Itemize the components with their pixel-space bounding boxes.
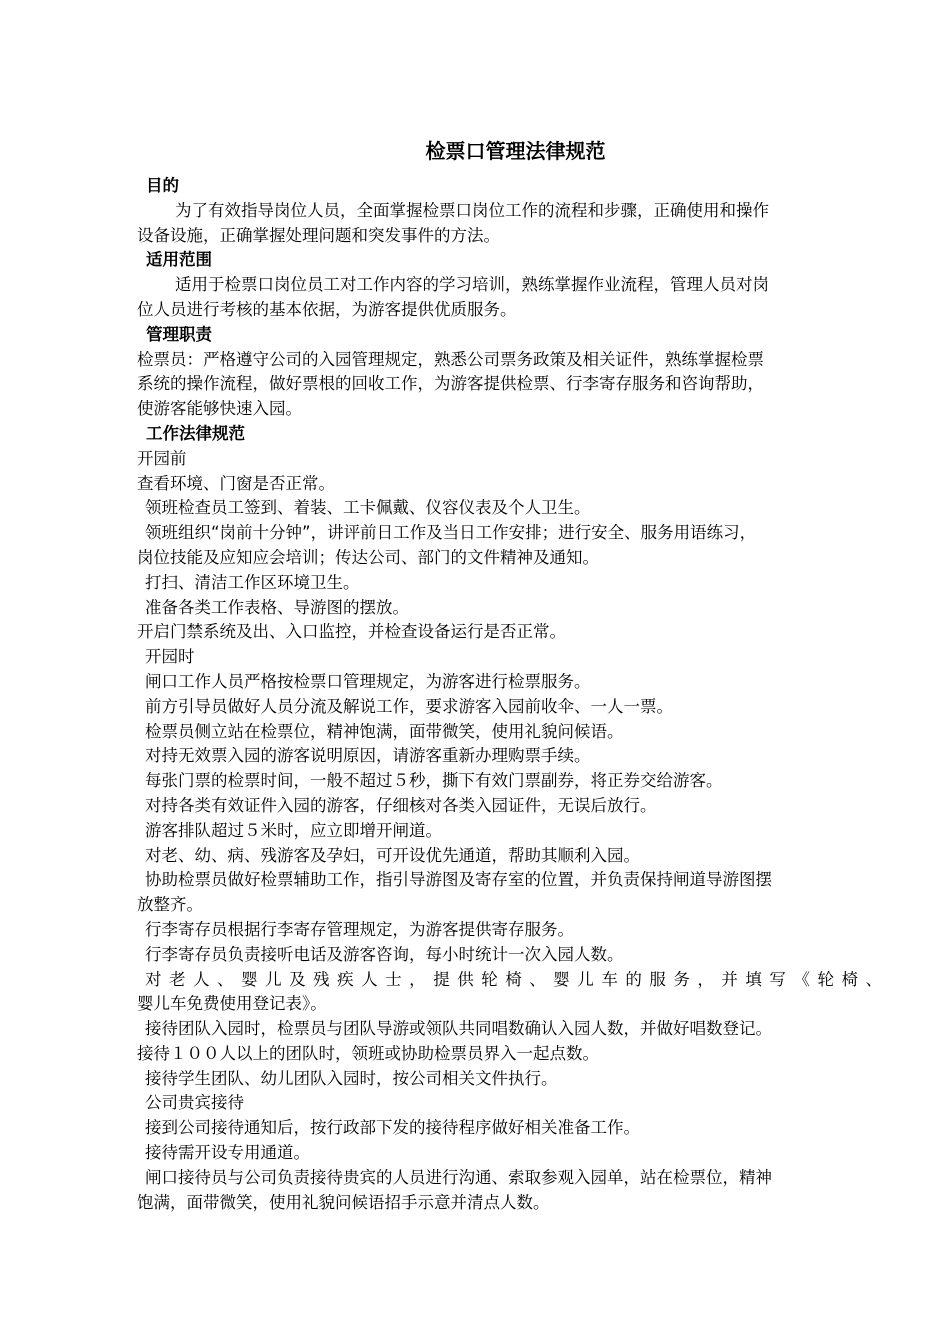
body-line: 闸口工作人员严格按检票口管理规定，为游客进行检票服务。 (145, 671, 591, 691)
body-line: 对老、幼、病、残游客及孕妇，可开设优先通道，帮助其顺利入园。 (145, 845, 640, 865)
body-line: 接待学生团队、幼儿团队入园时，按公司相关文件执行。 (145, 1068, 558, 1088)
section-heading: 管理职责 (146, 324, 212, 344)
body-line: 使游客能够快速入园。 (137, 399, 302, 419)
body-line: 查看环境、门窗是否正常。 (137, 473, 335, 493)
body-line: 设备设施，正确掌握处理问题和突发事件的方法。 (137, 225, 500, 245)
document-page (137, 132, 882, 1215)
body-line: 接到公司接待通知后，按行政部下发的接待程序做好相关准备工作。 (145, 1118, 640, 1138)
body-line: 检票员：严格遵守公司的入园管理规定，熟悉公司票务政策及相关证件，熟练掌握检票 (137, 349, 764, 369)
document-body (137, 174, 882, 1215)
section-heading: 适用范围 (146, 250, 212, 270)
body-line: 对持无效票入园的游客说明原因，请游客重新办理购票手续。 (145, 746, 591, 766)
body-line: 领班检查员工签到、着装、工卡佩戴、仪容仪表及个人卫生。 (145, 498, 591, 518)
body-line: 检票员侧立站在检票位，精神饱满，面带微笑，使用礼貌问候语。 (145, 721, 624, 741)
body-line: 开园前 (137, 448, 187, 468)
body-line: 开启门禁系统及出、入口监控，并检查设备运行是否正常。 (137, 622, 566, 642)
body-line: 游客排队超过５米时，应立即增开闸道。 (145, 820, 442, 840)
body-line: 对持各类有效证件入园的游客，仔细核对各类入园证件，无误后放行。 (145, 795, 657, 815)
body-line: 饱满，面带微笑，使用礼貌问候语招手示意并清点人数。 (137, 1192, 550, 1212)
body-line: 开园时 (145, 647, 195, 667)
body-line: 行李寄存员负责接听电话及游客咨询，每小时统计一次入园人数。 (145, 944, 624, 964)
body-line: 每张门票的检票时间，一般不超过５秒，撕下有效门票副券，将正券交给游客。 (145, 771, 723, 791)
body-line: 接待团队入园时，检票员与团队导游或领队共同唱数确认入园人数，并做好唱数登记。 (145, 1019, 772, 1039)
body-line: 公司贵宾接待 (145, 1093, 244, 1113)
body-line: 为了有效指导岗位人员，全面掌握检票口岗位工作的流程和步骤，正确使用和操作 (175, 200, 769, 220)
body-line: 婴儿车免费使用登记表》。 (137, 994, 327, 1014)
body-line: 接待１００人以上的团队时，领班或协助检票员界入一起点数。 (137, 1043, 599, 1063)
section-heading: 目的 (146, 176, 179, 195)
document-title: 检票口管理法律规范 (425, 139, 606, 163)
body-line: 准备各类工作表格、导游图的摆放。 (145, 597, 409, 617)
body-line: 行李寄存员根据行李寄存管理规定，为游客提供寄存服务。 (145, 919, 574, 939)
section-heading: 工作法律规范 (146, 423, 245, 443)
body-line: 系统的操作流程，做好票根的回收工作，为游客提供检票、行李寄存服务和咨询帮助， (137, 374, 764, 394)
body-line: 接待需开设专用通道。 (145, 1143, 310, 1163)
body-line: 适用于检票口岗位员工对工作内容的学习培训，熟练掌握作业流程，管理人员对岗 (175, 275, 769, 295)
body-line: 位人员进行考核的基本依据，为游客提供优质服务。 (137, 299, 517, 319)
body-line: 协助检票员做好检票辅助工作，指引导游图及寄存室的位置，并负责保持闸道导游图摆 (145, 870, 772, 890)
body-line: 对老人、婴儿及残疾人士，提供轮椅、婴儿车的服务，并填写《轮椅、 (145, 969, 882, 989)
body-line: 放整齐。 (137, 895, 203, 915)
body-line: 岗位技能及应知应会培训；传达公司、部门的文件精神及通知。 (137, 547, 599, 567)
body-line: 前方引导员做好人员分流及解说工作，要求游客入园前收伞、一人一票。 (145, 696, 673, 716)
body-line: 闸口接待员与公司负责接待贵宾的人员进行沟通、索取参观入园单，站在检票位，精神 (145, 1167, 772, 1187)
body-line: 领班组织“岗前十分钟”，讲评前日工作及当日工作安排；进行安全、服务用语练习， (145, 523, 757, 543)
body-line: 打扫、清洁工作区环境卫生。 (145, 572, 360, 592)
